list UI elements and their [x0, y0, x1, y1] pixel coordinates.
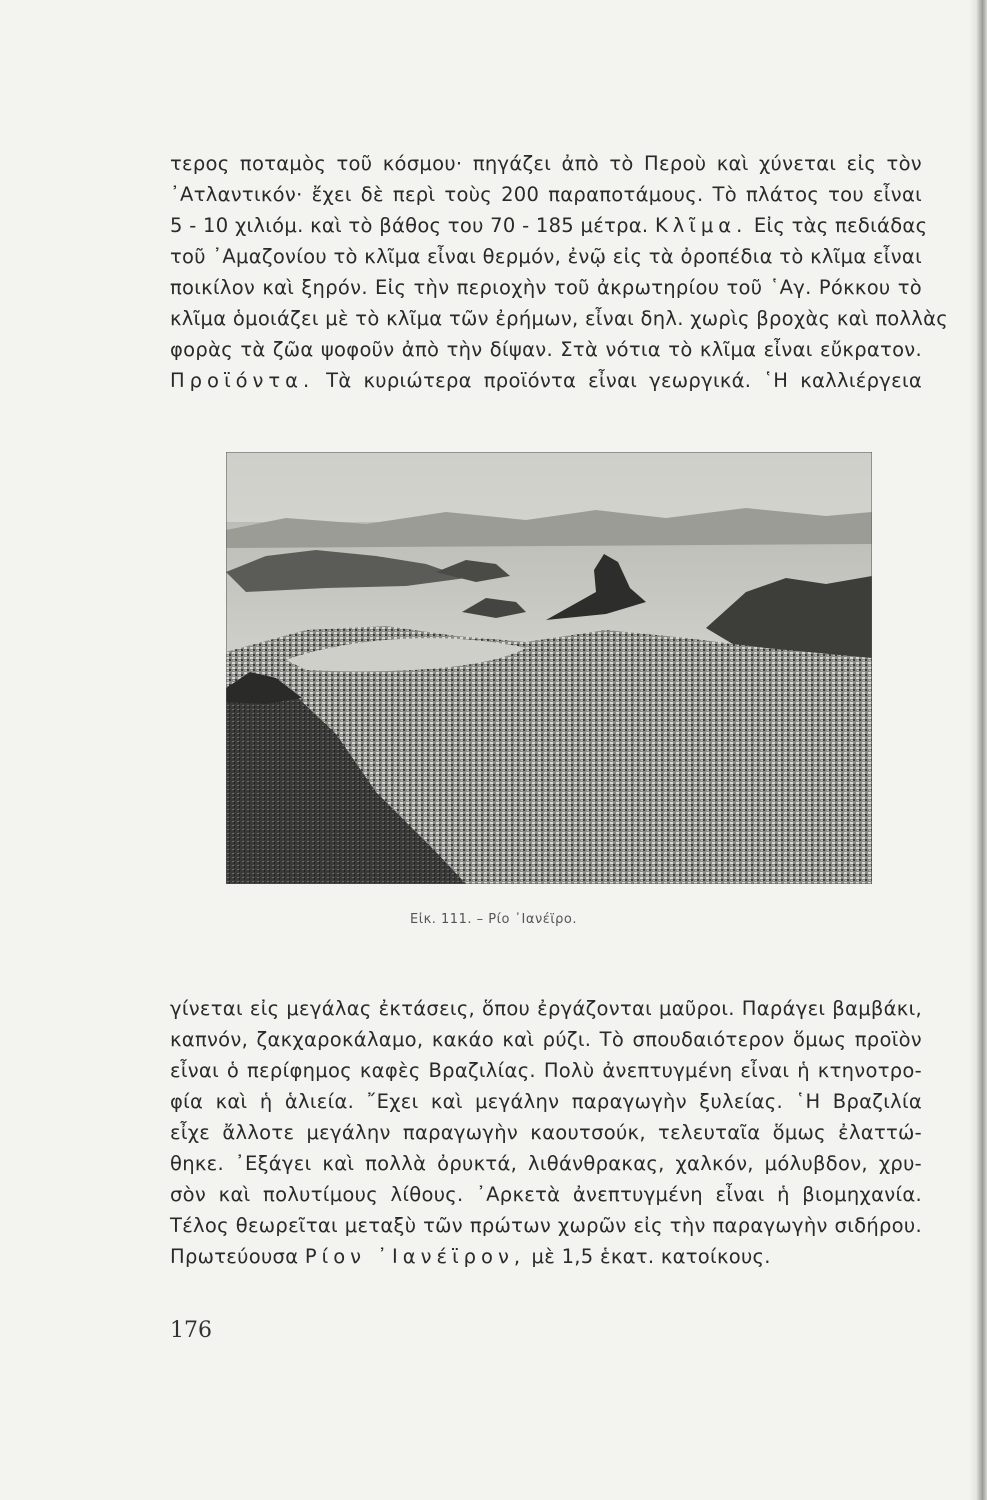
text-line: φορὰς τὰ ζῶα ψοφοῦν ἀπὸ τὴν δίψαν. Στὰ νότια τὸ κλῖμα εἶναι εὔκρατον. — [170, 338, 922, 361]
top-paragraph — [170, 148, 949, 396]
text-line: κλῖμα ὁμοιάζει μὲ τὸ κλῖμα τῶν ἐρήμων, εἶναι δηλ. χωρὶς βροχὰς καὶ πολλὰς — [170, 307, 949, 330]
text-line: γίνεται εἰς μεγάλας ἐκτάσεις, ὅπου ἐργάζονται μαῦροι. Παράγει βαμβάκι, — [170, 997, 922, 1020]
text-segment: μὲ 1,5 ἑκατ. κατοίκους. — [531, 1245, 771, 1268]
section-heading-climate: Κλῖμα. — [654, 214, 748, 237]
text-line: τοῦ ᾿Αμαζονίου τὸ κλῖμα εἶναι θερμόν, ἐνῷ εἰς τὰ ὀροπέδια τὸ κλῖμα εἶναι — [170, 245, 922, 268]
text-segment: Εἰς τὰς πεδιάδας — [753, 214, 928, 237]
text-line — [170, 1241, 922, 1272]
bottom-paragraph — [170, 993, 922, 1272]
text-line: καπνόν, ζακχαροκάλαμο, κακάο καὶ ρύζι. Τὸ σπουδαιότερον ὅμως προϊὸν — [170, 1028, 922, 1051]
page-edge — [969, 0, 987, 1500]
text-line: φία καὶ ἡ ἁλιεία. ῎Εχει καὶ μεγάλην παραγωγὴν ξυλείας. ῾Η Βραζιλία — [170, 1090, 922, 1113]
text-segment: Τὰ κυριώτερα προϊόντα εἶναι γεωργικά. ῾Η καλλιέργεια — [326, 369, 922, 392]
rio-de-janeiro-photo — [226, 452, 872, 884]
text-line: σὸν καὶ πολυτίμους λίθους. ᾿Αρκετὰ ἀνεπτυγμένη εἶναι ἡ βιομηχανία. — [170, 1183, 922, 1206]
text-line — [170, 365, 922, 396]
text-segment: 5 - 10 χιλιόμ. καὶ τὸ βάθος του 70 - 185 μέτρα. — [170, 214, 649, 237]
text-line: θηκε. ᾿Εξάγει καὶ πολλὰ ὀρυκτά, λιθάνθρακας, χαλκόν, μόλυβδον, χρυ- — [170, 1152, 922, 1175]
text-line: Τέλος θεωρεῖται μεταξὺ τῶν πρώτων χωρῶν εἰς τὴν παραγωγὴν σιδήρου. — [170, 1214, 922, 1237]
text-line: τερος ποταμὸς τοῦ κόσμου· πηγάζει ἀπὸ τὸ Περοὺ καὶ χύνεται εἰς τὸν — [170, 152, 922, 175]
figure-caption: Εἰκ. 111. – Ρίο ᾿Ιανέϊρο. — [409, 912, 577, 927]
text-line: εἶναι ὁ περίφημος καφὲς Βραζιλίας. Πολὺ ἀνεπτυγμένη εἶναι ἡ κτηνοτρο- — [170, 1059, 922, 1082]
text-line: ᾿Ατλαντικόν· ἔχει δὲ περὶ τοὺς 200 παραποτάμους. Τὸ πλάτος του εἶναι — [170, 183, 922, 206]
text-line — [170, 210, 928, 241]
text-segment: Πρωτεύουσα — [170, 1245, 299, 1268]
section-heading-products: Προϊόντα. — [170, 369, 315, 392]
capital-name: Ρίον ᾿Ιανέϊρον, — [304, 1245, 526, 1268]
text-line: εἶχε ἄλλοτε μεγάλην παραγωγὴν καουτσούκ, τελευταῖα ὅμως ἐλαττώ- — [170, 1121, 922, 1144]
text-line: ποικίλον καὶ ξηρόν. Εἰς τὴν περιοχὴν τοῦ ἀκρωτηρίου τοῦ ῾Αγ. Ρόκκου τὸ — [170, 276, 922, 299]
page-number: 176 — [170, 1318, 212, 1343]
